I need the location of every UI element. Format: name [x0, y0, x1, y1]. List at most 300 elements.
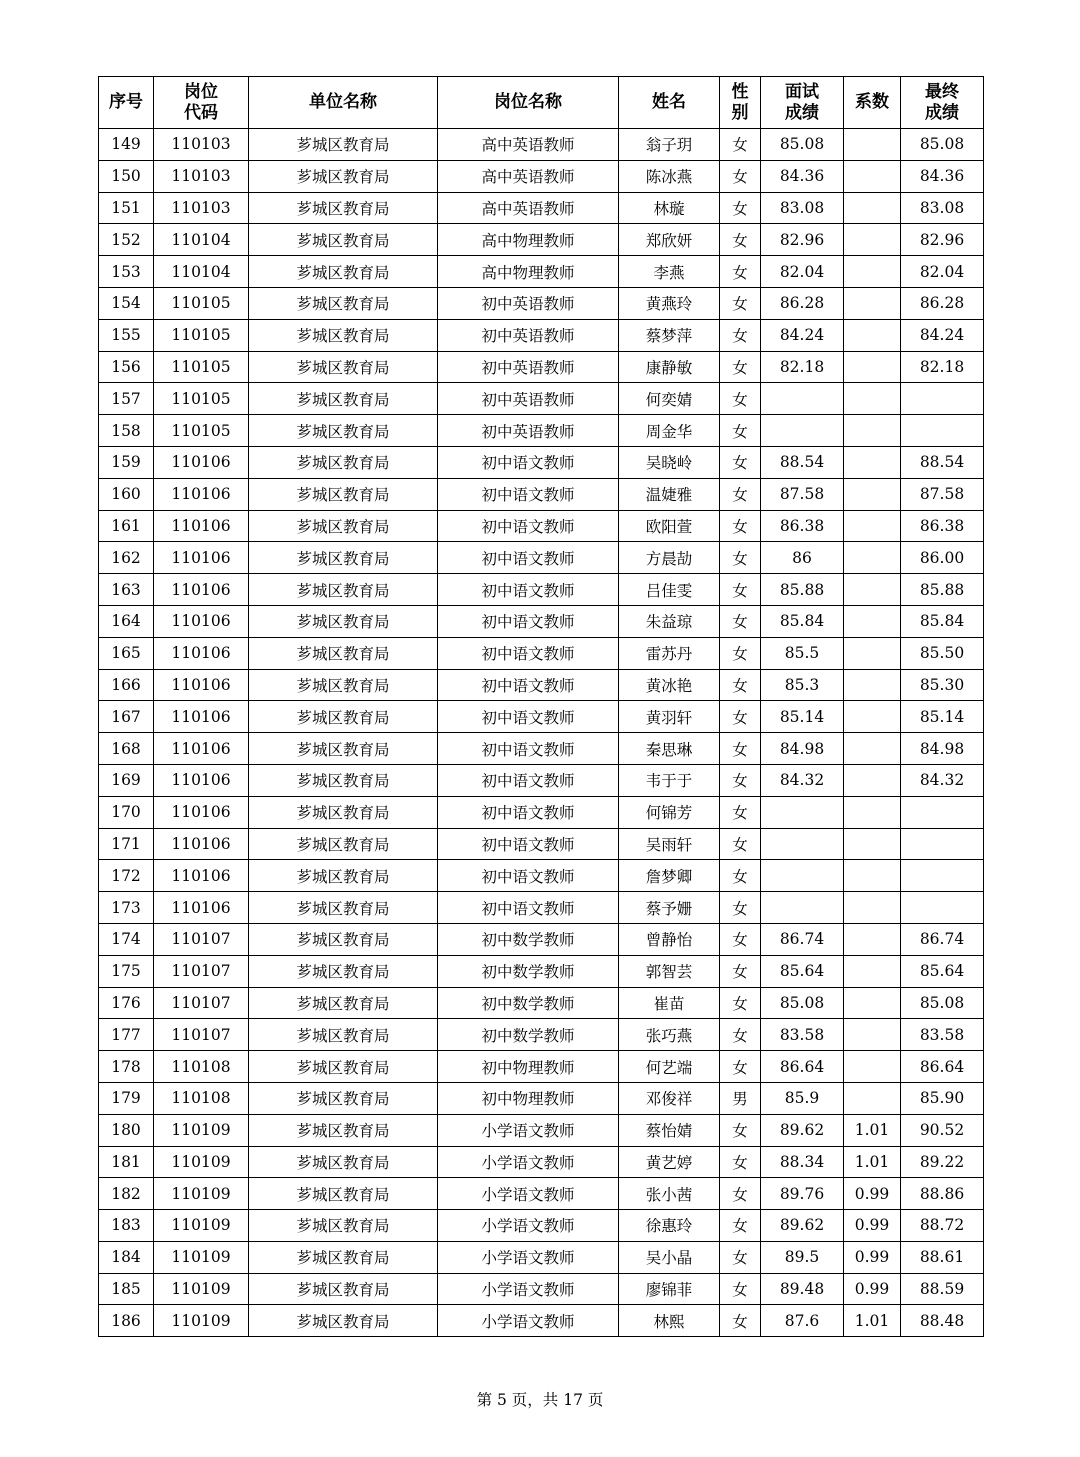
cell-position: 小学语文教师 [438, 1305, 619, 1337]
cell-coef [844, 828, 901, 860]
cell-final: 85.64 [901, 955, 984, 987]
cell-interview: 83.58 [761, 1019, 844, 1051]
cell-post-code: 110106 [154, 478, 249, 510]
cell-interview: 85.5 [761, 637, 844, 669]
cell-position: 初中语文教师 [438, 701, 619, 733]
cell-unit: 芗城区教育局 [249, 192, 438, 224]
table-row [99, 446, 984, 478]
cell-post-code: 110106 [154, 796, 249, 828]
cell-coef [844, 860, 901, 892]
cell-coef [844, 669, 901, 701]
cell-final [901, 383, 984, 415]
cell-seq: 180 [99, 1114, 154, 1146]
cell-interview: 85.84 [761, 605, 844, 637]
cell-name: 吴晓岭 [619, 446, 720, 478]
cell-unit: 芗城区教育局 [249, 1241, 438, 1273]
cell-gender: 女 [720, 574, 761, 606]
cell-final: 88.72 [901, 1210, 984, 1242]
cell-final: 86.38 [901, 510, 984, 542]
cell-position: 初中数学教师 [438, 923, 619, 955]
cell-final: 85.84 [901, 605, 984, 637]
cell-coef [844, 319, 901, 351]
cell-unit: 芗城区教育局 [249, 574, 438, 606]
cell-post-code: 110106 [154, 860, 249, 892]
cell-gender: 女 [720, 605, 761, 637]
cell-interview: 89.48 [761, 1273, 844, 1305]
cell-unit: 芗城区教育局 [249, 415, 438, 447]
cell-name: 秦思琳 [619, 733, 720, 765]
cell-unit: 芗城区教育局 [249, 637, 438, 669]
cell-seq: 149 [99, 129, 154, 161]
cell-final [901, 828, 984, 860]
cell-interview: 82.18 [761, 351, 844, 383]
cell-interview: 89.62 [761, 1114, 844, 1146]
cell-post-code: 110109 [154, 1146, 249, 1178]
cell-interview: 84.24 [761, 319, 844, 351]
cell-gender: 女 [720, 1305, 761, 1337]
cell-coef: 0.99 [844, 1210, 901, 1242]
cell-seq: 175 [99, 955, 154, 987]
cell-coef: 1.01 [844, 1146, 901, 1178]
cell-name: 温婕雅 [619, 478, 720, 510]
cell-seq: 163 [99, 574, 154, 606]
cell-final: 85.88 [901, 574, 984, 606]
cell-gender: 女 [720, 446, 761, 478]
cell-coef [844, 796, 901, 828]
cell-name: 方晨劼 [619, 542, 720, 574]
cell-position: 初中语文教师 [438, 733, 619, 765]
table-row [99, 860, 984, 892]
cell-position: 初中语文教师 [438, 637, 619, 669]
cell-name: 何锦芳 [619, 796, 720, 828]
table-row [99, 1210, 984, 1242]
cell-seq: 184 [99, 1241, 154, 1273]
cell-interview: 87.58 [761, 478, 844, 510]
cell-gender: 女 [720, 1146, 761, 1178]
cell-seq: 156 [99, 351, 154, 383]
cell-final: 82.04 [901, 256, 984, 288]
cell-unit: 芗城区教育局 [249, 764, 438, 796]
cell-interview: 83.08 [761, 192, 844, 224]
cell-name: 吴小晶 [619, 1241, 720, 1273]
cell-coef: 0.99 [844, 1273, 901, 1305]
cell-position: 初中语文教师 [438, 542, 619, 574]
cell-coef [844, 542, 901, 574]
cell-post-code: 110109 [154, 1210, 249, 1242]
cell-name: 陈冰燕 [619, 160, 720, 192]
cell-unit: 芗城区教育局 [249, 1082, 438, 1114]
table-row [99, 256, 984, 288]
cell-seq: 178 [99, 1051, 154, 1083]
cell-coef [844, 574, 901, 606]
cell-unit: 芗城区教育局 [249, 669, 438, 701]
cell-post-code: 110109 [154, 1273, 249, 1305]
cell-seq: 162 [99, 542, 154, 574]
cell-position: 初中英语教师 [438, 351, 619, 383]
cell-seq: 169 [99, 764, 154, 796]
cell-gender: 女 [720, 796, 761, 828]
cell-position: 高中物理教师 [438, 224, 619, 256]
cell-post-code: 110109 [154, 1114, 249, 1146]
cell-unit: 芗城区教育局 [249, 1210, 438, 1242]
table-row [99, 542, 984, 574]
cell-gender: 女 [720, 1241, 761, 1273]
cell-coef [844, 478, 901, 510]
table-row [99, 319, 984, 351]
cell-gender: 女 [720, 319, 761, 351]
cell-post-code: 110107 [154, 987, 249, 1019]
cell-coef [844, 1019, 901, 1051]
cell-post-code: 110105 [154, 287, 249, 319]
cell-interview: 86.38 [761, 510, 844, 542]
cell-gender: 女 [720, 224, 761, 256]
cell-coef [844, 287, 901, 319]
cell-final: 82.96 [901, 224, 984, 256]
cell-final: 87.58 [901, 478, 984, 510]
cell-seq: 181 [99, 1146, 154, 1178]
cell-seq: 160 [99, 478, 154, 510]
cell-post-code: 110105 [154, 415, 249, 447]
cell-seq: 174 [99, 923, 154, 955]
cell-coef [844, 351, 901, 383]
cell-interview: 86.64 [761, 1051, 844, 1083]
cell-post-code: 110106 [154, 828, 249, 860]
cell-seq: 182 [99, 1178, 154, 1210]
cell-seq: 159 [99, 446, 154, 478]
cell-unit: 芗城区教育局 [249, 510, 438, 542]
cell-gender: 女 [720, 764, 761, 796]
cell-seq: 151 [99, 192, 154, 224]
cell-final: 88.54 [901, 446, 984, 478]
cell-name: 蔡怡婧 [619, 1114, 720, 1146]
header-seq: 序号 [99, 77, 154, 129]
header-position: 岗位名称 [438, 77, 619, 129]
cell-name: 黄艺婷 [619, 1146, 720, 1178]
cell-gender: 女 [720, 1273, 761, 1305]
cell-seq: 154 [99, 287, 154, 319]
table-row [99, 828, 984, 860]
cell-coef: 1.01 [844, 1114, 901, 1146]
cell-final: 85.14 [901, 701, 984, 733]
cell-position: 初中英语教师 [438, 287, 619, 319]
cell-final: 84.36 [901, 160, 984, 192]
cell-interview: 86.28 [761, 287, 844, 319]
cell-name: 蔡予姗 [619, 892, 720, 924]
cell-name: 李燕 [619, 256, 720, 288]
cell-final [901, 892, 984, 924]
cell-final: 88.61 [901, 1241, 984, 1273]
cell-final [901, 415, 984, 447]
table-row [99, 478, 984, 510]
header-row [99, 77, 984, 129]
cell-name: 林熙 [619, 1305, 720, 1337]
cell-position: 初中语文教师 [438, 669, 619, 701]
cell-interview: 89.62 [761, 1210, 844, 1242]
cell-name: 吴雨轩 [619, 828, 720, 860]
cell-position: 小学语文教师 [438, 1146, 619, 1178]
cell-position: 初中物理教师 [438, 1051, 619, 1083]
cell-post-code: 110106 [154, 605, 249, 637]
cell-seq: 179 [99, 1082, 154, 1114]
cell-final: 89.22 [901, 1146, 984, 1178]
cell-seq: 170 [99, 796, 154, 828]
cell-unit: 芗城区教育局 [249, 796, 438, 828]
table-row [99, 637, 984, 669]
cell-final: 83.58 [901, 1019, 984, 1051]
cell-position: 初中语文教师 [438, 828, 619, 860]
cell-gender: 女 [720, 542, 761, 574]
cell-interview: 85.88 [761, 574, 844, 606]
cell-position: 初中语文教师 [438, 574, 619, 606]
cell-unit: 芗城区教育局 [249, 1273, 438, 1305]
cell-interview: 85.64 [761, 955, 844, 987]
cell-unit: 芗城区教育局 [249, 542, 438, 574]
cell-name: 何奕婧 [619, 383, 720, 415]
cell-seq: 176 [99, 987, 154, 1019]
cell-gender: 男 [720, 1082, 761, 1114]
cell-interview [761, 860, 844, 892]
cell-position: 初中语文教师 [438, 446, 619, 478]
cell-final: 90.52 [901, 1114, 984, 1146]
cell-gender: 女 [720, 1114, 761, 1146]
cell-position: 小学语文教师 [438, 1241, 619, 1273]
cell-post-code: 110104 [154, 256, 249, 288]
cell-gender: 女 [720, 129, 761, 161]
cell-interview: 84.36 [761, 160, 844, 192]
cell-unit: 芗城区教育局 [249, 733, 438, 765]
cell-final: 84.32 [901, 764, 984, 796]
cell-interview: 85.14 [761, 701, 844, 733]
cell-coef [844, 923, 901, 955]
cell-name: 邓俊祥 [619, 1082, 720, 1114]
table-row [99, 669, 984, 701]
cell-name: 周金华 [619, 415, 720, 447]
cell-post-code: 110108 [154, 1051, 249, 1083]
cell-interview: 88.54 [761, 446, 844, 478]
cell-gender: 女 [720, 383, 761, 415]
cell-post-code: 110103 [154, 192, 249, 224]
cell-gender: 女 [720, 1210, 761, 1242]
table-row [99, 1178, 984, 1210]
cell-gender: 女 [720, 415, 761, 447]
cell-position: 初中语文教师 [438, 605, 619, 637]
cell-gender: 女 [720, 669, 761, 701]
cell-interview: 85.3 [761, 669, 844, 701]
cell-seq: 165 [99, 637, 154, 669]
cell-post-code: 110106 [154, 764, 249, 796]
table-row [99, 1305, 984, 1337]
cell-gender: 女 [720, 478, 761, 510]
page-footer: 第 5 页，共 17 页 [476, 1391, 604, 1409]
cell-name: 崔苗 [619, 987, 720, 1019]
cell-seq: 158 [99, 415, 154, 447]
cell-interview: 89.5 [761, 1241, 844, 1273]
cell-gender: 女 [720, 733, 761, 765]
cell-final: 88.48 [901, 1305, 984, 1337]
cell-coef: 0.99 [844, 1241, 901, 1273]
cell-name: 张巧燕 [619, 1019, 720, 1051]
cell-final: 86.64 [901, 1051, 984, 1083]
cell-post-code: 110106 [154, 637, 249, 669]
table-row [99, 733, 984, 765]
cell-final: 85.50 [901, 637, 984, 669]
table-row [99, 574, 984, 606]
cell-position: 小学语文教师 [438, 1273, 619, 1305]
cell-position: 初中英语教师 [438, 319, 619, 351]
cell-post-code: 110109 [154, 1305, 249, 1337]
cell-coef [844, 637, 901, 669]
cell-gender: 女 [720, 892, 761, 924]
cell-interview [761, 828, 844, 860]
cell-position: 初中数学教师 [438, 987, 619, 1019]
table-row [99, 160, 984, 192]
table-row [99, 764, 984, 796]
header-final: 最终成绩 [901, 77, 984, 129]
cell-name: 林璇 [619, 192, 720, 224]
cell-name: 吕佳雯 [619, 574, 720, 606]
cell-name: 康静敏 [619, 351, 720, 383]
table-row [99, 796, 984, 828]
table-row [99, 923, 984, 955]
cell-final: 85.90 [901, 1082, 984, 1114]
cell-name: 詹梦卿 [619, 860, 720, 892]
table-row [99, 129, 984, 161]
cell-interview: 87.6 [761, 1305, 844, 1337]
cell-position: 初中英语教师 [438, 415, 619, 447]
cell-interview: 85.08 [761, 987, 844, 1019]
cell-final: 88.59 [901, 1273, 984, 1305]
cell-seq: 164 [99, 605, 154, 637]
cell-seq: 161 [99, 510, 154, 542]
cell-coef [844, 256, 901, 288]
cell-name: 徐惠玲 [619, 1210, 720, 1242]
cell-name: 黄羽轩 [619, 701, 720, 733]
cell-interview [761, 892, 844, 924]
header-name: 姓名 [619, 77, 720, 129]
cell-unit: 芗城区教育局 [249, 923, 438, 955]
header-coef: 系数 [844, 77, 901, 129]
cell-unit: 芗城区教育局 [249, 1114, 438, 1146]
cell-position: 小学语文教师 [438, 1114, 619, 1146]
cell-interview [761, 415, 844, 447]
cell-coef [844, 892, 901, 924]
cell-gender: 女 [720, 510, 761, 542]
cell-position: 初中语文教师 [438, 478, 619, 510]
cell-gender: 女 [720, 923, 761, 955]
cell-post-code: 110105 [154, 351, 249, 383]
cell-unit: 芗城区教育局 [249, 987, 438, 1019]
cell-post-code: 110108 [154, 1082, 249, 1114]
cell-interview: 86.74 [761, 923, 844, 955]
cell-name: 雷苏丹 [619, 637, 720, 669]
table-row [99, 1019, 984, 1051]
cell-post-code: 110107 [154, 955, 249, 987]
cell-unit: 芗城区教育局 [249, 605, 438, 637]
table-row [99, 987, 984, 1019]
cell-interview: 85.9 [761, 1082, 844, 1114]
cell-name: 何艺端 [619, 1051, 720, 1083]
cell-post-code: 110106 [154, 733, 249, 765]
cell-gender: 女 [720, 287, 761, 319]
table-row [99, 1241, 984, 1273]
cell-seq: 172 [99, 860, 154, 892]
cell-final: 84.24 [901, 319, 984, 351]
cell-coef [844, 1082, 901, 1114]
table-row [99, 701, 984, 733]
cell-interview: 85.08 [761, 129, 844, 161]
cell-unit: 芗城区教育局 [249, 828, 438, 860]
cell-final: 85.08 [901, 987, 984, 1019]
cell-coef [844, 160, 901, 192]
cell-seq: 155 [99, 319, 154, 351]
cell-coef [844, 701, 901, 733]
cell-coef [844, 415, 901, 447]
cell-post-code: 110106 [154, 446, 249, 478]
cell-post-code: 110105 [154, 383, 249, 415]
cell-gender: 女 [720, 1051, 761, 1083]
cell-final: 86.28 [901, 287, 984, 319]
cell-position: 初中语文教师 [438, 860, 619, 892]
cell-unit: 芗城区教育局 [249, 860, 438, 892]
cell-coef: 0.99 [844, 1178, 901, 1210]
cell-final: 82.18 [901, 351, 984, 383]
cell-final: 84.98 [901, 733, 984, 765]
cell-interview [761, 796, 844, 828]
cell-post-code: 110104 [154, 224, 249, 256]
cell-unit: 芗城区教育局 [249, 1051, 438, 1083]
cell-gender: 女 [720, 1019, 761, 1051]
cell-interview: 88.34 [761, 1146, 844, 1178]
cell-position: 高中物理教师 [438, 256, 619, 288]
cell-post-code: 110109 [154, 1241, 249, 1273]
table-row [99, 1146, 984, 1178]
cell-gender: 女 [720, 860, 761, 892]
cell-seq: 185 [99, 1273, 154, 1305]
cell-post-code: 110106 [154, 669, 249, 701]
cell-unit: 芗城区教育局 [249, 701, 438, 733]
cell-coef [844, 605, 901, 637]
header-interview: 面试成绩 [761, 77, 844, 129]
cell-gender: 女 [720, 192, 761, 224]
results-table [98, 76, 984, 1337]
cell-final: 88.86 [901, 1178, 984, 1210]
cell-seq: 150 [99, 160, 154, 192]
cell-seq: 173 [99, 892, 154, 924]
cell-unit: 芗城区教育局 [249, 129, 438, 161]
cell-post-code: 110106 [154, 510, 249, 542]
cell-post-code: 110107 [154, 923, 249, 955]
table-row [99, 605, 984, 637]
cell-seq: 186 [99, 1305, 154, 1337]
cell-seq: 157 [99, 383, 154, 415]
cell-final [901, 796, 984, 828]
cell-gender: 女 [720, 701, 761, 733]
cell-interview: 82.04 [761, 256, 844, 288]
cell-interview: 84.32 [761, 764, 844, 796]
cell-gender: 女 [720, 160, 761, 192]
cell-coef [844, 733, 901, 765]
cell-coef [844, 224, 901, 256]
cell-unit: 芗城区教育局 [249, 256, 438, 288]
cell-seq: 152 [99, 224, 154, 256]
cell-seq: 153 [99, 256, 154, 288]
header-unit: 单位名称 [249, 77, 438, 129]
cell-name: 蔡梦萍 [619, 319, 720, 351]
cell-name: 曾静怡 [619, 923, 720, 955]
table-row [99, 383, 984, 415]
cell-gender: 女 [720, 828, 761, 860]
table-row [99, 1273, 984, 1305]
